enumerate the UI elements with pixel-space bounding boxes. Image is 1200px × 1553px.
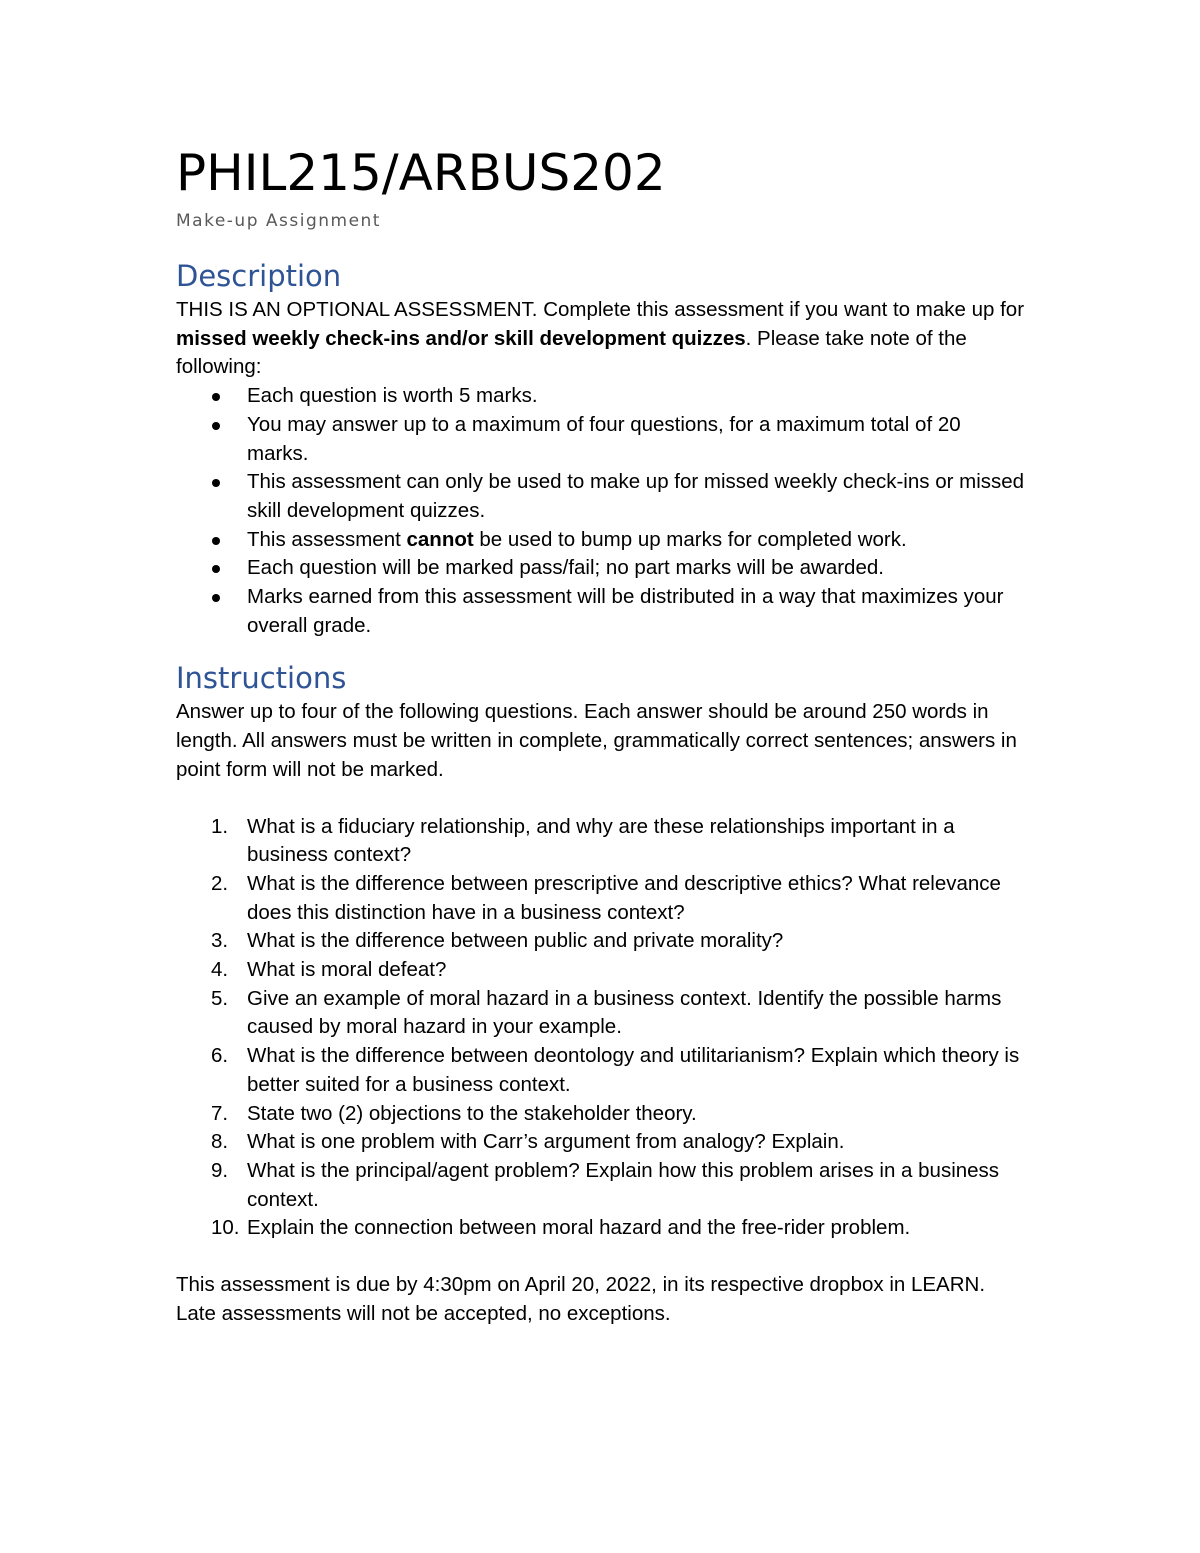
question-number: 5. [211, 986, 229, 1010]
description-bullet-list [176, 382, 1026, 640]
bullet-icon [212, 479, 220, 487]
question-text: What is the difference between public and private morality? [247, 929, 784, 953]
question-item [211, 1214, 1026, 1243]
instructions-text: Answer up to four of the following questions. Each answer should be around 250 words in length. All answers must be written in complete, grammatically correct sentences; answers in point form will not be marked. [176, 700, 1017, 781]
bullet-item [247, 526, 1026, 555]
bullet-icon [212, 422, 220, 430]
bullet-item [247, 382, 1026, 411]
question-number: 7. [211, 1101, 229, 1125]
bullet-icon [212, 393, 220, 401]
bullet-text: Marks earned from this assessment will be distributed in a way that maximizes your overall grade. [247, 585, 1004, 637]
question-item [211, 1042, 1026, 1099]
due-date-notice: This assessment is due by 4:30pm on April 20, 2022, in its respective dropbox in LEARN. Late assessments will not be accepted, no exceptions. [176, 1273, 986, 1325]
bullet-text: Each question will be marked pass/fail; no part marks will be awarded. [247, 556, 884, 580]
question-text: Explain the connection between moral hazard and the free-rider problem. [247, 1216, 911, 1240]
bullet-icon [212, 537, 220, 545]
bullet-item [247, 554, 1026, 583]
question-number: 2. [211, 871, 229, 895]
bullet-text-bold: cannot [406, 527, 474, 551]
question-item [211, 813, 1026, 870]
bullet-item [247, 411, 1026, 468]
question-text: What is the difference between prescriptive and descriptive ethics? What relevance does this distinction have in a business context? [247, 871, 1001, 924]
question-number: 1. [211, 814, 229, 838]
question-text: What is one problem with Carr’s argument from analogy? Explain. [247, 1130, 845, 1154]
document-subtitle: Make-up Assignment [176, 211, 381, 231]
question-number: 10. [211, 1216, 240, 1240]
question-item [211, 985, 1026, 1042]
question-text: What is the difference between deontology and utilitarianism? Explain which theory is better suited for a business context. [247, 1044, 1020, 1096]
bullet-text: You may answer up to a maximum of four questions, for a maximum total of 20 marks. [247, 412, 961, 465]
question-number: 9. [211, 1158, 229, 1182]
question-item [211, 1157, 1026, 1214]
bullet-icon [212, 565, 220, 573]
question-item [211, 870, 1026, 927]
question-number: 6. [211, 1044, 229, 1068]
document-page [176, 140, 1026, 1329]
question-text: What is moral defeat? [247, 958, 447, 982]
question-item [211, 956, 1026, 985]
question-number: 8. [211, 1130, 229, 1154]
description-intro-text-2: . Please take note of the following: [176, 326, 967, 379]
question-text: What is the principal/agent problem? Explain how this problem arises in a business context. [247, 1158, 1000, 1211]
document-title: PHIL215/ARBUS202 [176, 144, 666, 202]
question-text: Give an example of moral hazard in a business context. Identify the possible harms caused by moral hazard in your example. [247, 986, 1002, 1039]
description-intro-text-1: THIS IS AN OPTIONAL ASSESSMENT. Complete this assessment if you want to make up for [176, 298, 1025, 321]
instructions-heading: Instructions [176, 661, 347, 696]
description-intro [176, 296, 1026, 382]
question-number: 4. [211, 958, 229, 982]
bullet-text-after: be used to bump up marks for completed work. [473, 527, 907, 551]
question-number: 3. [211, 929, 229, 953]
bullet-text: This assessment can only be used to make up for missed weekly check-ins or missed skill development quizzes. [247, 470, 1025, 522]
question-text: State two (2) objections to the stakeholder theory. [247, 1101, 697, 1125]
description-intro-bold: missed weekly check-ins and/or skill development quizzes [176, 326, 746, 350]
question-item [211, 927, 1026, 956]
question-text: What is a fiduciary relationship, and why are these relationships important in a business context? [247, 814, 955, 867]
description-heading: Description [176, 259, 342, 293]
bullet-item [247, 468, 1026, 525]
bullet-text-before: This assessment [247, 527, 407, 551]
bullet-text: Each question is worth 5 marks. [247, 384, 538, 408]
question-item [211, 1100, 1026, 1129]
question-list [176, 813, 1026, 1244]
bullet-icon [212, 594, 220, 602]
bullet-item [247, 583, 1026, 640]
question-item [211, 1128, 1026, 1157]
